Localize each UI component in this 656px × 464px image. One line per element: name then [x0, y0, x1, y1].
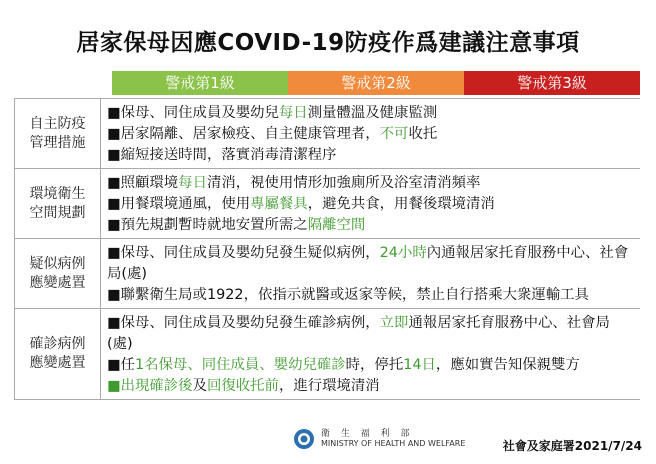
row-measures: [101, 169, 640, 238]
logo-chinese-name: 衛 生 福 利 部: [321, 429, 414, 439]
measure-text: ■聯繫衛生局或1922，依指示就醫或返家等候，禁止自行搭乘大衆運輸工具: [107, 287, 589, 303]
measure-text: 測量體溫及健康監測: [307, 105, 438, 121]
logo-english-name: MINISTRY OF HEALTH AND WELFARE: [321, 439, 466, 448]
list-item: [107, 313, 634, 355]
measure-text: ■任: [107, 357, 135, 373]
measure-text: ，進行環境清消: [278, 378, 380, 394]
highlight-text: 每日: [178, 175, 207, 191]
row-measures: [101, 239, 640, 308]
highlight-text: 回復收托前: [206, 378, 279, 394]
row-category: 環境衛生 空間規劃: [14, 169, 101, 238]
list-item: [107, 103, 634, 124]
highlight-text: 24小時: [379, 245, 427, 261]
list-item: [107, 215, 634, 236]
measure-text: ■居家隔離、居家檢疫、自主健康管理者，: [107, 126, 380, 142]
highlight-text: 1名保母、同住成員、嬰幼兒確診: [135, 357, 346, 373]
measure-text: 及: [192, 378, 207, 394]
ministry-emblem-icon: [293, 428, 315, 450]
measure-text: ■保母、同住成員及嬰幼兒: [107, 105, 279, 121]
measure-text: ■照顧環境: [107, 175, 179, 191]
row-measures: [101, 99, 640, 168]
row-category: 疑似病例 應變處置: [14, 239, 101, 308]
highlight-text: 每日: [278, 105, 308, 121]
measure-text: ■保母、同住成員及嬰幼兒發生確診病例，: [107, 315, 380, 331]
highlight-text: ■: [107, 378, 121, 394]
list-item: [107, 285, 634, 306]
highlight-text: 隔離空間: [307, 217, 366, 233]
highlight-text: 專屬餐具: [250, 196, 308, 212]
measure-text: 內通報居家托育服務中心、社會局(處): [107, 245, 629, 282]
measure-text: 通報居家托育服務中心、社會局(處): [107, 315, 610, 352]
table-row: [14, 99, 640, 169]
measure-text: ■保母、同住成員及嬰幼兒發生疑似病例，: [107, 245, 380, 261]
publisher-date: 社會及家庭署2021/7/24: [502, 439, 642, 453]
measure-text: ■縮短接送時間，落實消毒清潔程序: [107, 147, 337, 163]
measure-text: ■用餐環境通風，使用: [107, 196, 251, 212]
ministry-logo: [293, 428, 465, 450]
measure-text: 清消，視使用情形加強廁所及浴室清消頻率: [206, 175, 481, 191]
highlight-text: 出現確診後: [120, 378, 193, 394]
measure-text: ，避免共食，用餐後環境清消: [307, 196, 495, 212]
measure-text: 收托: [408, 126, 438, 142]
measure-text: ■預先規劃暫時就地安置所需之: [107, 217, 308, 233]
row-measures: [101, 309, 640, 399]
row-category: 確診病例 應變處置: [14, 309, 101, 399]
row-category: 自主防疫 管理措施: [14, 99, 101, 168]
page-title: 居家保母因應COVID-19防疫作爲建議注意事項: [76, 30, 580, 56]
table-row: [14, 239, 640, 309]
alert-level-1: 警戒第1級: [112, 71, 288, 95]
list-item: [107, 194, 634, 215]
highlight-text: 不可: [379, 126, 409, 142]
list-item: [107, 376, 634, 397]
list-item: [107, 355, 634, 376]
list-item: [107, 173, 634, 194]
alert-level-2: 警戒第2級: [288, 71, 464, 95]
table-row: [14, 309, 640, 400]
table-row: [14, 169, 640, 239]
highlight-text: 立即: [379, 315, 409, 331]
alert-level-3: 警戒第3級: [464, 71, 640, 95]
highlight-text: 14日: [403, 357, 436, 373]
measure-text: ，應如實告知保親雙方: [435, 357, 580, 373]
alert-level-header: [112, 71, 640, 95]
measures-table: [14, 98, 640, 400]
list-item: [107, 145, 634, 166]
list-item: [107, 124, 634, 145]
measure-text: 時，停托: [345, 357, 404, 373]
list-item: [107, 243, 634, 285]
